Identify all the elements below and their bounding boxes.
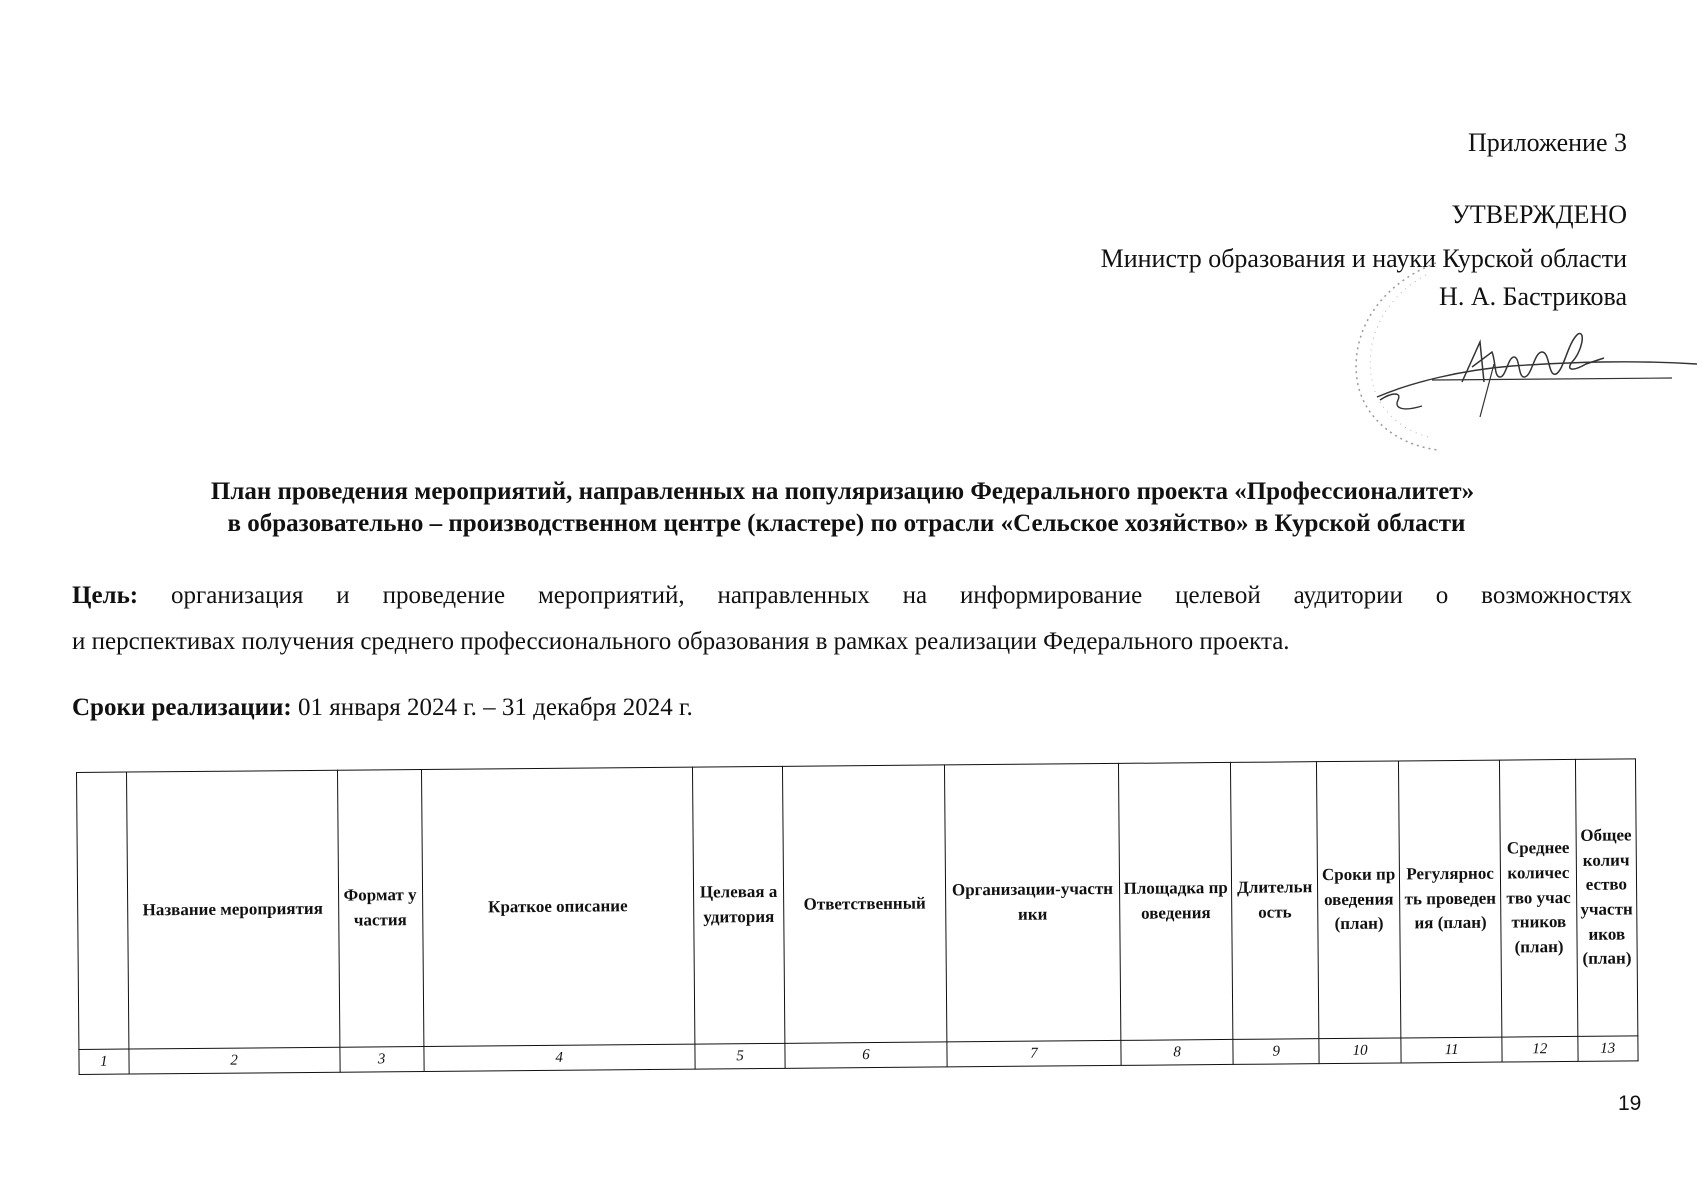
page-number: 19 [1618,1092,1642,1115]
header-cell-responsible: Ответственный [783,765,947,1043]
header-cell-description: Краткое описание [421,767,695,1046]
minister-name: Н. А. Бастрикова [1439,282,1627,311]
column-number: 9 [1233,1039,1319,1065]
minister-title: Министр образования и науки Курской области [1100,244,1627,273]
column-number: 6 [785,1042,947,1068]
plan-title-line-1: План проведения мероприятий, направленных на популяризацию Федерального проекта «Профессионалитет» [210,478,1475,505]
header-cell-dates: Сроки проведения (план) [1317,761,1401,1039]
column-number: 13 [1577,1036,1638,1062]
column-number: 4 [423,1044,695,1071]
column-number: 2 [128,1047,339,1074]
header-cell-avg-participants: Среднее количество участников (план) [1500,759,1578,1037]
column-number: 5 [695,1043,786,1069]
goal-label: Цель: [72,582,139,609]
header-cell-audience: Целевая аудитория [692,766,785,1044]
approval-label: УТВЕРЖДЕНО [1451,200,1627,229]
period-label: Сроки реализации: [72,694,292,721]
column-number: 11 [1401,1037,1502,1063]
goal-text-1: организация и проведение мероприятий, направленных на информирование целевой аудитории о возможностях [171,582,1632,609]
plan-title-line-2: в образовательно – производственном центре (кластере) по отрасли «Сельское хозяйство» в Курской области [227,510,1466,537]
period-paragraph [72,694,693,722]
header-cell-format: Формат участия [337,769,423,1047]
period-value: 01 января 2024 г. – 31 декабря 2024 г. [298,694,693,721]
header-cell-organizations: Организации-участники [944,763,1121,1042]
column-number: 1 [79,1049,129,1074]
column-number: 7 [947,1040,1122,1067]
column-number: 3 [339,1046,423,1072]
header-cell-duration: Длительность [1231,762,1320,1040]
header-cell-regularity: Регулярность проведения (план) [1399,760,1503,1038]
column-number: 10 [1319,1038,1401,1064]
column-number: 12 [1502,1036,1578,1062]
goal-text-2: и перспективах получения среднего профессионального образования в рамках реализации Федерального проекта. [72,628,1290,655]
table-header-row [77,759,1638,1050]
header-cell-index [77,772,129,1049]
signature-mark [1372,322,1702,432]
column-number: 8 [1121,1039,1233,1065]
events-plan-table [76,758,1639,1075]
appendix-label: Приложение 3 [1467,128,1627,157]
goal-paragraph [72,582,1632,610]
header-cell-total-participants: Общее количество участников (план) [1575,759,1638,1037]
header-cell-event-name: Название мероприятия [126,770,339,1049]
header-cell-venue: Площадка проведения [1119,762,1233,1040]
